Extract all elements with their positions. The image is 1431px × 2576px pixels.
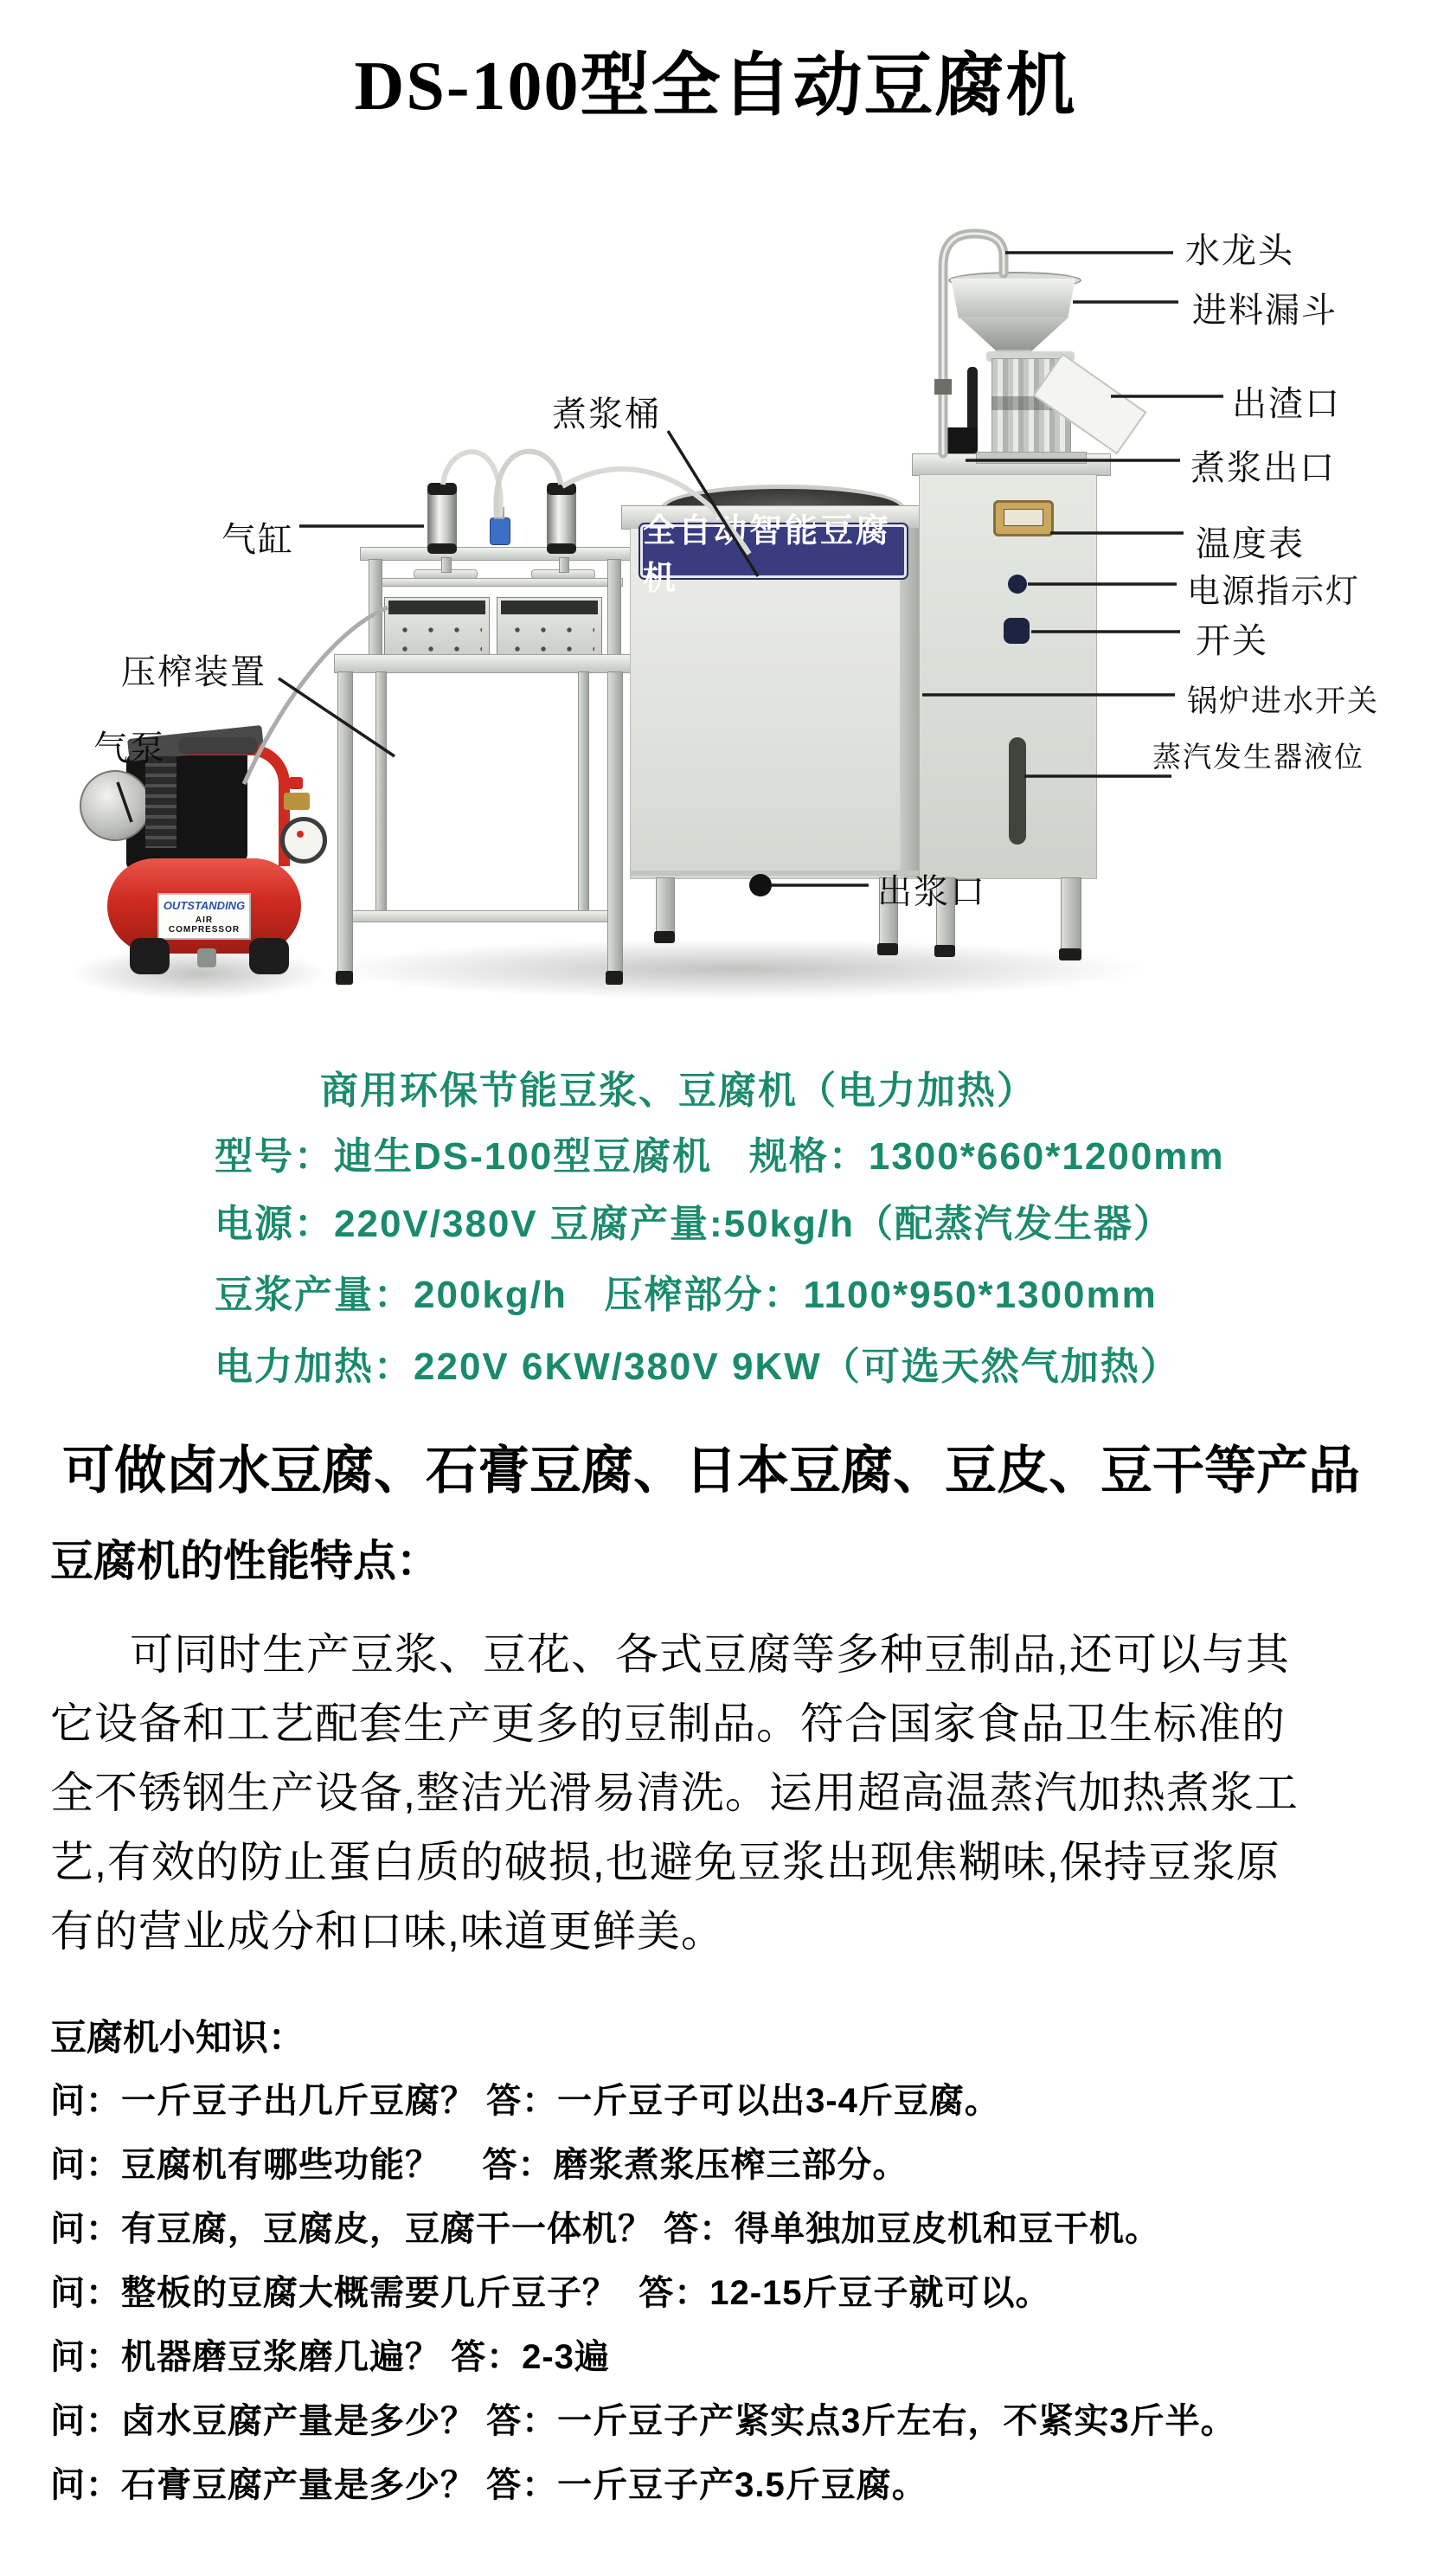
feature-paragraph-line: 全不锈钢生产设备,整洁光滑易清洗。运用超高温蒸汽加热煮浆工: [50, 1769, 1299, 1817]
heading-features: 豆腐机的性能特点：: [50, 1537, 440, 1585]
spec-line-power: 电源：220V/380V 豆腐产量:50kg/h（配蒸汽发生器）: [215, 1203, 1174, 1245]
callout-label-thermometer: 温度表: [1196, 524, 1305, 563]
spec-line-heating: 电力加热：220V 6KW/380V 9KW（可选天然气加热）: [215, 1346, 1180, 1388]
callout-label-air-cylinder: 气缸: [221, 520, 294, 559]
heading-products: 可做卤水豆腐、石膏豆腐、日本豆腐、豆皮、豆干等产品: [62, 1442, 1360, 1500]
qa-section-title: 豆腐机小知识：: [50, 2017, 305, 2058]
feature-paragraph-line: 艺,有效的防止蛋白质的破损,也避免豆浆出现焦糊味,保持豆浆原: [50, 1838, 1280, 1886]
hose-to-cabinet: [562, 469, 749, 554]
qa-item: 问：整板的豆腐大概需要几斤豆子？ 答：12-15斤豆子就可以。: [50, 2274, 1051, 2312]
qa-item: 问：一斤豆子出几斤豆腐？ 答：一斤豆子可以出3-4斤豆腐。: [50, 2082, 1000, 2120]
spec-line-summary: 商用环保节能豆浆、豆腐机（电力加热）: [320, 1070, 1036, 1112]
hose-left: [443, 452, 501, 517]
qa-item: 问：卤水豆腐产量是多少？ 答：一斤豆子产紧实点3斤左右，不紧实3斤半。: [50, 2402, 1236, 2440]
feature-paragraph-line: 它设备和工艺配套生产更多的豆制品。符合国家食品卫生标准的: [50, 1699, 1286, 1748]
feature-paragraph-line: 可同时生产豆浆、豆花、各式豆腐等多种豆制品,还可以与其: [130, 1630, 1290, 1679]
milk-outlet-dot: [749, 874, 772, 896]
callout-label-boiling-barrel: 煮浆桶: [552, 395, 661, 434]
qa-item: 问：豆腐机有哪些功能？ 答：磨浆煮浆压榨三部分。: [50, 2146, 908, 2184]
line-press-device: [279, 678, 395, 756]
feature-paragraph-line: 有的营业成分和口味,味道更鲜美。: [50, 1907, 725, 1956]
spec-line-model: 型号：迪生DS-100型豆腐机 规格：1300*660*1200mm: [215, 1135, 1225, 1178]
callout-label-milk-outlet: 出浆口: [877, 872, 986, 911]
faucet-pipe: [943, 234, 1004, 453]
brand-banner-text: 全自动智能豆腐机: [643, 513, 892, 597]
callout-label-press-device: 压榨装置: [121, 652, 266, 691]
qa-item: 问：石膏豆腐产量是多少？ 答：一斤豆子产3.5斤豆腐。: [50, 2466, 927, 2504]
compressor-brand: OUTSTANDING: [163, 899, 246, 912]
hose-cross: [496, 452, 561, 517]
callout-label-power-indicator: 电源指示灯: [1187, 574, 1361, 610]
spec-line-capacity: 豆浆产量：200kg/h 压榨部分：1100*950*1300mm: [215, 1274, 1158, 1316]
callout-label-air-pump: 气泵: [93, 729, 166, 768]
line-boiling-barrel: [668, 431, 758, 576]
callout-label-faucet: 水龙头: [1185, 231, 1294, 270]
callout-label-switch: 开关: [1196, 621, 1268, 660]
page-title: DS-100型全自动豆腐机: [354, 48, 1077, 125]
machine-illustration: [0, 121, 1431, 1038]
qa-item: 问：机器磨豆浆磨几遍？ 答：2-3遍: [50, 2338, 610, 2376]
callout-label-steam-generator-level: 蒸汽发生器液位: [1152, 742, 1364, 774]
callout-label-residue-outlet: 出渣口: [1232, 384, 1341, 423]
qa-item: 问：有豆腐，豆腐皮，豆腐干一体机？ 答：得单独加豆皮机和豆干机。: [50, 2210, 1161, 2248]
line-air-pump: [118, 782, 132, 822]
faucet-pipe-highlight: [943, 234, 1004, 453]
faucet-valve: [934, 379, 952, 395]
callout-label-feed-hopper: 进料漏斗: [1192, 291, 1338, 330]
hose-from-pump: [244, 607, 388, 784]
callout-label-boiler-water-switch: 锅炉进水开关: [1187, 684, 1380, 718]
callout-label-boiled-milk-outlet: 煮浆出口: [1190, 448, 1336, 487]
compressor-brand-sub: AIR COMPRESSOR: [168, 915, 241, 935]
